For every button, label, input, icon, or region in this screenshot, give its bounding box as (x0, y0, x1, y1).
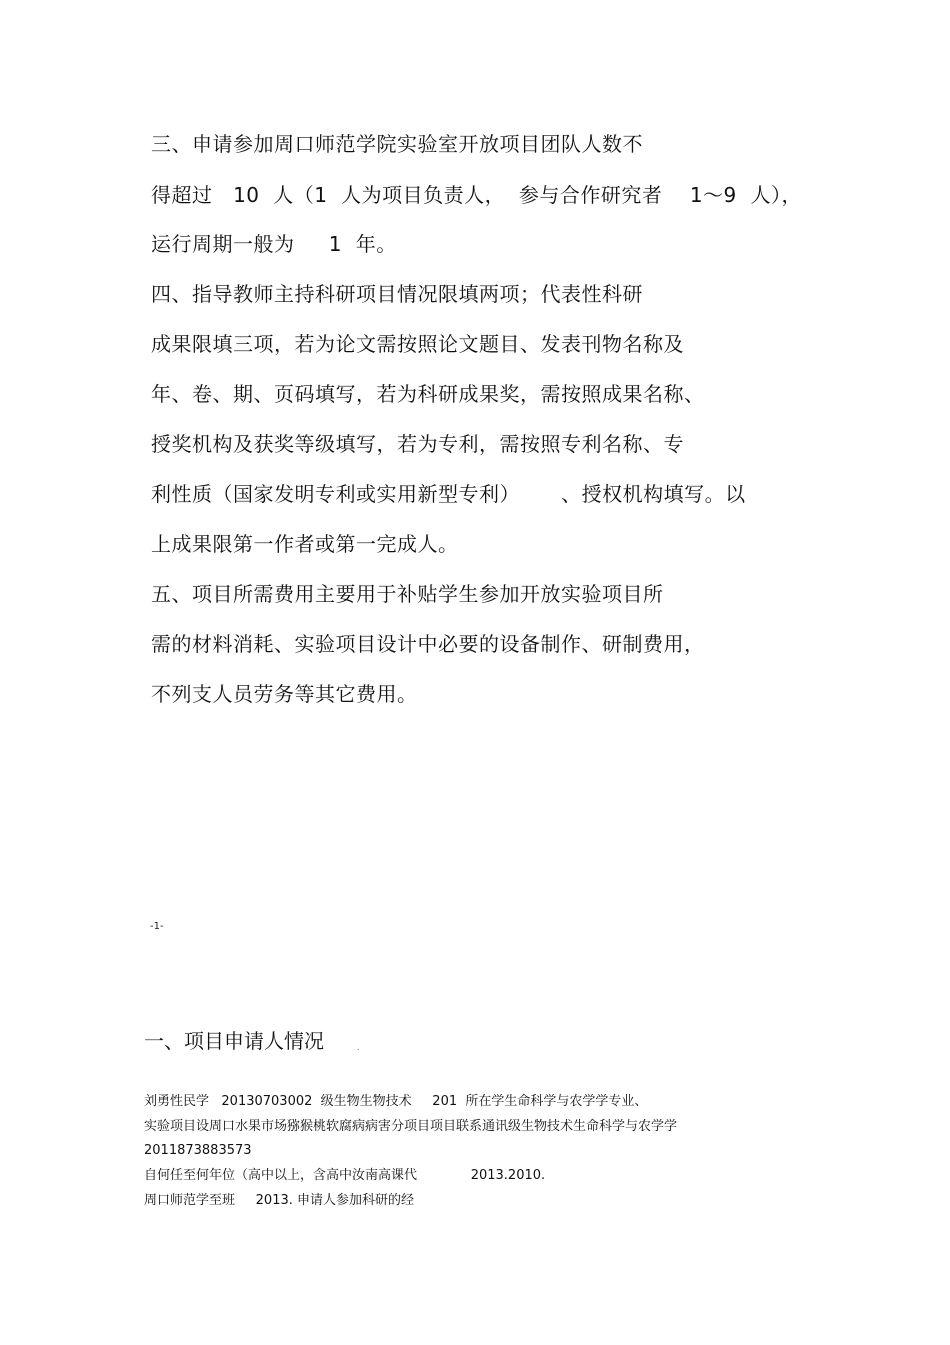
note-line: 年、卷、期、页码填写，若为科研成果奖，需按照成果名称、 (151, 382, 705, 406)
applicant-line: 刘勇性民学 20130703002 级生物生物技术 201 所在学生命科学与农学学专业、 (144, 1094, 648, 1109)
note-line: 利性质（国家发明专利或实用新型专利） 、授权机构填写。以 (151, 482, 746, 506)
section-title: 一、项目申请人情况 (144, 1029, 324, 1053)
applicant-line: 2011873883573 (144, 1143, 252, 1158)
note-line: 授奖机构及获奖等级填写，若为专利，需按照专利名称、专 (151, 432, 684, 456)
page-number: -1- (150, 921, 164, 932)
note-line: 运行周期一般为 1 年。 (151, 232, 397, 256)
note-line: 五、项目所需费用主要用于补贴学生参加开放实验项目所 (151, 582, 664, 606)
note-line: 需的材料消耗、实验项目设计中必要的设备制作、研制费用， (151, 632, 705, 656)
section-mark: . (357, 1043, 360, 1052)
applicant-line: 周口师范学至班 2013. 申请人参加科研的经 (144, 1193, 415, 1208)
note-line: 四、指导教师主持科研项目情况限填两项；代表性科研 (151, 282, 643, 306)
note-line: 不列支人员劳务等其它费用。 (151, 682, 418, 706)
applicant-line: 自何任至何年位（高中以上，含高中汝南高课代 2013.2010. (144, 1168, 546, 1183)
note-line: 成果限填三项，若为论文需按照论文题目、发表刊物名称及 (151, 332, 684, 356)
note-line: 得超过 10 人（1 人为项目负责人， 参与合作研究者 1～9 人）， (151, 183, 802, 207)
note-line: 上成果限第一作者或第一完成人。 (151, 532, 459, 556)
applicant-line: 实验项目设周口水果市场猕猴桃软腐病病害分项目项目联系通讯级生物技术生命科学与农学学 (144, 1119, 678, 1134)
note-line: 三、申请参加周口师范学院实验室开放项目团队人数不 (151, 132, 643, 156)
